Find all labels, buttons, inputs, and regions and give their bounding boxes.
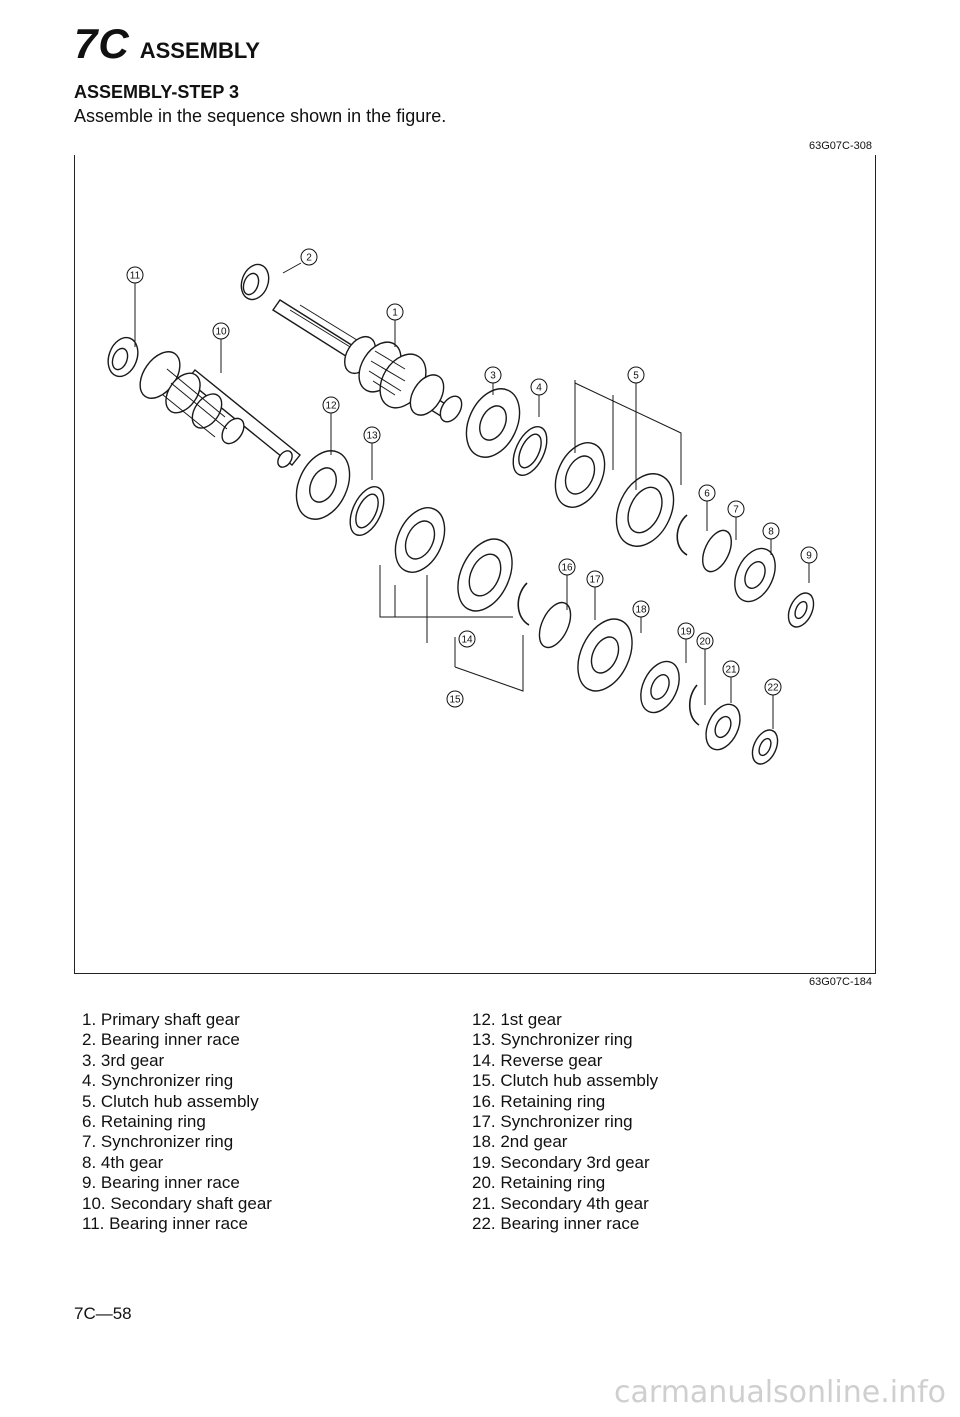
bearing-inner-race-11 — [103, 333, 143, 380]
callout-18 — [633, 601, 649, 617]
part-list-item: 16. Retaining ring — [472, 1091, 606, 1111]
callout-label: 12 — [325, 400, 337, 412]
callout-12 — [323, 397, 339, 413]
synchronizer-ring-17 — [533, 598, 577, 652]
callout-label: 3 — [490, 370, 496, 382]
watermark-text: carmanualsonline.info — [614, 1375, 946, 1410]
secondary-third-gear-19 — [633, 655, 687, 718]
synchronizer-ring-7 — [697, 526, 737, 576]
callout-19 — [678, 623, 694, 639]
part-list-item: 21. Secondary 4th gear — [472, 1193, 649, 1213]
part-list-item: 7. Synchronizer ring — [82, 1132, 234, 1152]
callout-label: 19 — [680, 626, 692, 638]
callout-label: 10 — [215, 326, 227, 338]
callout-label: 2 — [306, 252, 312, 264]
part-list-item: 1. Primary shaft gear — [82, 1010, 240, 1029]
primary-shaft-gear-cluster — [338, 331, 466, 425]
part-list-item: 19. Secondary 3rd gear — [472, 1152, 650, 1172]
exploded-view-figure — [74, 155, 876, 974]
bearing-inner-race-9 — [783, 589, 818, 631]
callout-label: 22 — [767, 682, 779, 694]
parts-list-right — [472, 1010, 658, 1234]
part-list-item: 9. Bearing inner race — [82, 1173, 240, 1193]
callout-label: 18 — [635, 604, 647, 616]
retaining-ring-6 — [677, 515, 687, 555]
page-number: 7C—58 — [74, 1304, 132, 1323]
part-list-item: 8. 4th gear — [82, 1152, 164, 1172]
callout-22 — [765, 679, 781, 695]
bearing-inner-race-22 — [747, 726, 782, 768]
callout-label: 8 — [768, 526, 774, 538]
callout-9 — [801, 547, 817, 563]
callout-21 — [723, 661, 739, 677]
retaining-ring-16 — [518, 583, 529, 625]
callout-14 — [459, 631, 475, 647]
figure-code-bottom: 63G07C-184 — [809, 976, 872, 988]
callout-label: 5 — [633, 370, 639, 382]
callout-6 — [699, 485, 715, 501]
callout-label: 13 — [366, 430, 378, 442]
secondary-shaft-gear-cluster — [132, 345, 295, 470]
callout-20 — [697, 633, 713, 649]
callout-15 — [447, 691, 463, 707]
callout-1 — [387, 304, 403, 320]
part-list-item: 18. 2nd gear — [472, 1132, 568, 1152]
callout-label: 17 — [589, 574, 601, 586]
clutch-hub-assembly-5 — [546, 435, 685, 556]
bearing-inner-race-2 — [237, 261, 274, 304]
callout-13 — [364, 427, 380, 443]
callout-3 — [485, 367, 501, 383]
secondary-fourth-gear-21 — [699, 699, 746, 755]
callout-label: 9 — [806, 550, 812, 562]
part-list-item: 15. Clutch hub assembly — [472, 1071, 659, 1091]
reverse-gear-14 — [447, 530, 523, 619]
callout-5 — [628, 367, 644, 383]
figure-code-top: 63G07C-308 — [809, 140, 872, 152]
callout-label: 6 — [704, 488, 710, 500]
retaining-ring-20 — [690, 685, 699, 725]
callout-label: 7 — [733, 504, 739, 516]
callout-label: 15 — [449, 694, 461, 706]
instruction-text: Assemble in the sequence shown in the figure. — [74, 106, 447, 126]
parts-list-left — [82, 1010, 272, 1234]
part-list-item: 10. Secondary shaft gear — [82, 1193, 272, 1213]
callout-label: 4 — [536, 382, 542, 394]
synchronizer-ring-13 — [343, 482, 390, 541]
fourth-gear-8 — [727, 542, 783, 608]
part-list-item: 6. Retaining ring — [82, 1112, 206, 1132]
callout-8 — [763, 523, 779, 539]
clutch-hub-assembly-15 — [386, 500, 455, 580]
part-list-item: 11. Bearing inner race — [82, 1214, 249, 1234]
part-list-item: 2. Bearing inner race — [82, 1030, 240, 1050]
part-list-item: 14. Reverse gear — [472, 1050, 603, 1070]
part-list-item: 17. Synchronizer ring — [472, 1112, 633, 1132]
callout-7 — [728, 501, 744, 517]
callout-label: 1 — [392, 307, 398, 319]
section-number: 7C — [74, 20, 130, 67]
callout-label: 16 — [561, 562, 573, 574]
callout-10 — [213, 323, 229, 339]
part-list-item: 12. 1st gear — [472, 1010, 562, 1029]
section-title: ASSEMBLY — [139, 38, 260, 63]
callout-label: 11 — [129, 270, 141, 282]
page-header — [74, 20, 260, 68]
part-list-item: 5. Clutch hub assembly — [82, 1091, 259, 1111]
callout-2 — [301, 249, 317, 265]
exploded-diagram — [75, 155, 875, 973]
callout-label: 20 — [699, 636, 711, 648]
callout-label: 21 — [725, 664, 737, 676]
callout-17 — [587, 571, 603, 587]
callout-16 — [559, 559, 575, 575]
callout-label: 14 — [461, 634, 473, 646]
second-gear-18 — [567, 610, 643, 699]
part-list-item: 4. Synchronizer ring — [82, 1071, 234, 1091]
callout-4 — [531, 379, 547, 395]
part-list-item: 13. Synchronizer ring — [472, 1030, 633, 1050]
part-list-item: 20. Retaining ring — [472, 1173, 606, 1193]
callout-11 — [127, 267, 143, 283]
part-list-item: 22. Bearing inner race — [472, 1214, 640, 1234]
part-list-item: 3. 3rd gear — [82, 1050, 165, 1070]
step-title: ASSEMBLY-STEP 3 — [74, 82, 240, 102]
